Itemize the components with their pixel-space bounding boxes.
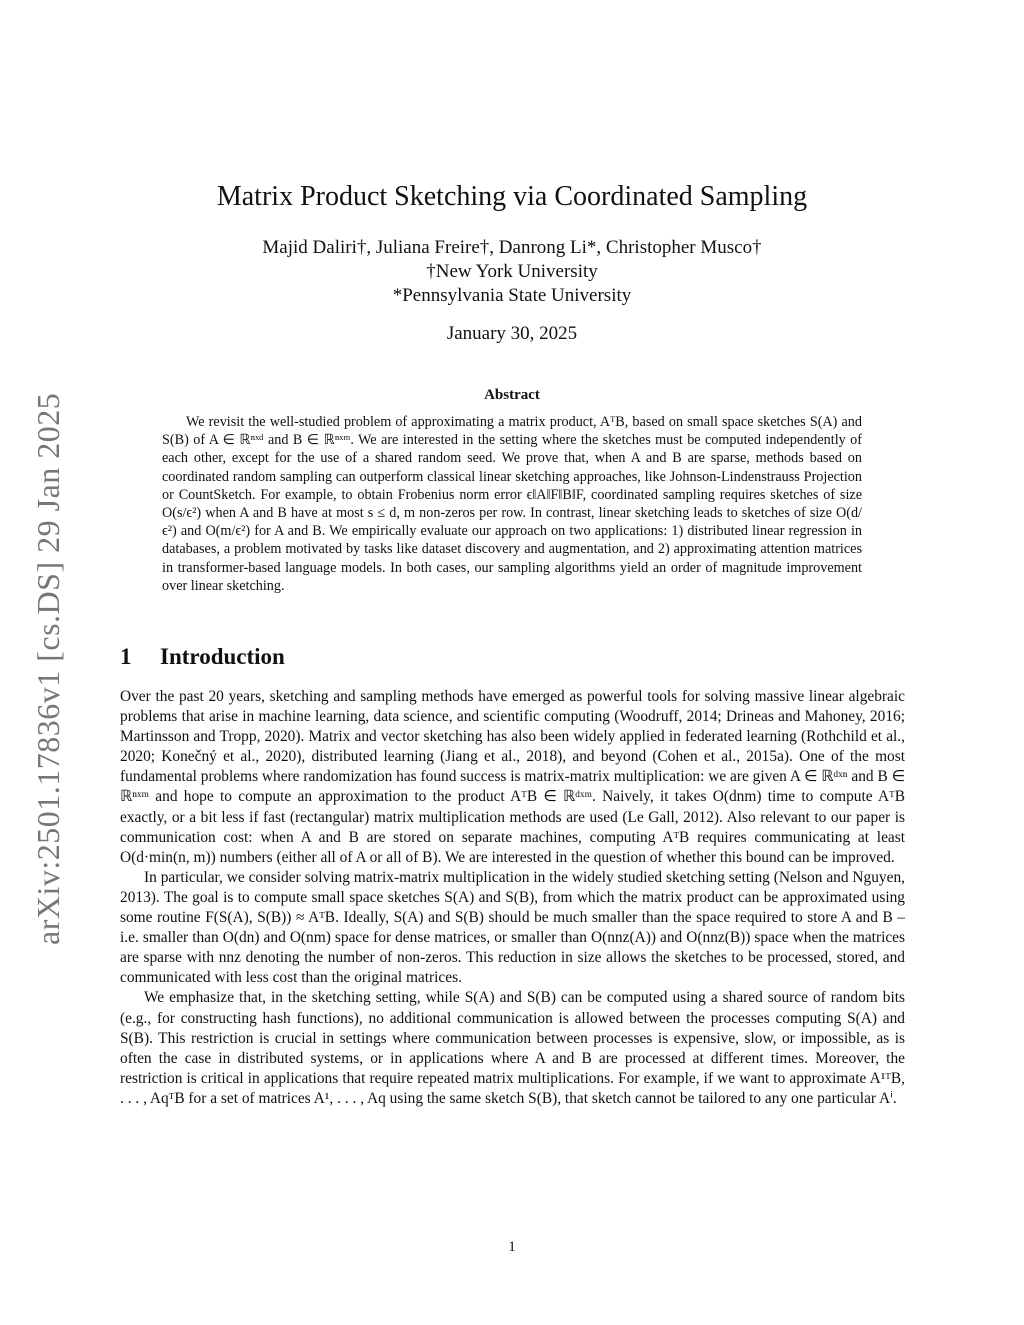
- section-number: 1: [120, 644, 132, 669]
- abstract-heading: Abstract: [484, 387, 540, 403]
- authors-line: Majid Daliri†, Juliana Freire†, Danrong Li*, Christopher Musco†: [262, 237, 762, 258]
- paragraph-2: In particular, we consider solving matrix-matrix multiplication in the widely studied sketching setting (Nelson and Nguyen, 2013). The goal is to compute small space sketches S(A) and S(B), from which the matrix product can be approximated using some routine F(S(A), S(B)) ≈ AᵀB. Ideally, S(A) and S(B) should be much smaller than the space required to store A and B – i.e. smaller than O(dn) and O(nm) space for dense matrices, or smaller than O(nnz(A)) and O(nnz(B)) space when the matrices are sparse with nnz denoting the number of non-zeros. This reduction in size allows the sketches to be processed, stored, and communicated with less cost than the original matrices.: [120, 868, 905, 987]
- page-number: 1: [508, 1239, 516, 1255]
- affiliation-psu: *Pennsylvania State University: [392, 285, 632, 306]
- abstract-text: We revisit the well-studied problem of approximating a matrix product, AᵀB, based on small space sketches S(A) and S(B) of A ∈ ℝⁿˣᵈ and B ∈ ℝⁿˣᵐ. We are interested in the setting where the sketches must be computed independently of each other, except for the use of a shared random seed. We prove that, when A and B are sparse, methods based on coordinated random sampling can outperform classical linear sketching approaches, like Johnson-Lindenstrauss Projection or CountSketch. For example, to obtain Frobenius norm error ϵ‖A‖F‖B‖F, coordinated sampling requires sketches of size O(s/ϵ²) when A and B have at most s ≤ d, m non-zeros per row. In contrast, linear sketching leads to sketches of size O(d/ϵ²) and O(m/ϵ²) for A and B. We empirically evaluate our approach on two applications: 1) distributed linear regression in databases, a problem motivated by tasks like dataset discovery and augmentation, and 2) approximating attention matrices in transformer-based language models. In both cases, our sampling algorithms yield an order of magnitude improvement over linear sketching.: [162, 414, 862, 594]
- paragraph-3: We emphasize that, in the sketching setting, while S(A) and S(B) can be computed using a shared source of random bits (e.g., for constructing hash functions), no additional communication is allowed between the processes computing S(A) and S(B). This restriction is crucial in settings where communication between processes is expensive, slow, or impossible, as is often the case in distributed systems, or in applications where A and B are processed at different times. Moreover, the restriction is critical in applications that require repeated matrix multiplications. For example, if we want to approximate A¹ᵀB, . . . , AqᵀB for a set of matrices A¹, . . . , Aq using the same sketch S(B), that sketch cannot be tailored to any one particular Aⁱ.: [120, 989, 905, 1107]
- paper-date: January 30, 2025: [446, 323, 578, 344]
- arxiv-identifier: arXiv:2501.17836v1 [cs.DS] 29 Jan 2025: [30, 392, 66, 945]
- section-heading: [120, 644, 285, 670]
- section-body: [120, 687, 905, 1109]
- affiliation-nyu: †New York University: [426, 261, 598, 282]
- author-block: [120, 236, 904, 308]
- section-title: Introduction: [160, 644, 285, 669]
- paragraph-1: Over the past 20 years, sketching and sampling methods have emerged as powerful tools for solving massive linear algebraic problems that arise in machine learning, data science, and scientific computing (Woodruff, 2014; Drineas and Mahoney, 2016; Martinsson and Tropp, 2020). Matrix and vector sketching has also been widely applied in federated learning (Rothchild et al., 2020; Konečný et al., 2020), distributed learning (Jiang et al., 2018), and beyond (Cohen et al., 2015a). One of the most fundamental problems where randomization has found success is matrix-matrix multiplication: we are given A ∈ ℝᵈˣⁿ and B ∈ ℝⁿˣᵐ and hope to compute an approximation to the product AᵀB ∈ ℝᵈˣᵐ. Naively, it takes O(dnm) time to compute AᵀB exactly, or a bit less if fast (rectangular) matrix multiplication methods are used (Le Gall, 2012). Also relevant to our paper is communication cost: when A and B are stored on separate machines, computing AᵀB requires communicating at least O(d·min(n, m)) numbers (either all of A or all of B). We are interested in the question of whether this bound can be improved.: [120, 688, 905, 866]
- paper-title: Matrix Product Sketching via Coordinated Sampling: [216, 181, 808, 212]
